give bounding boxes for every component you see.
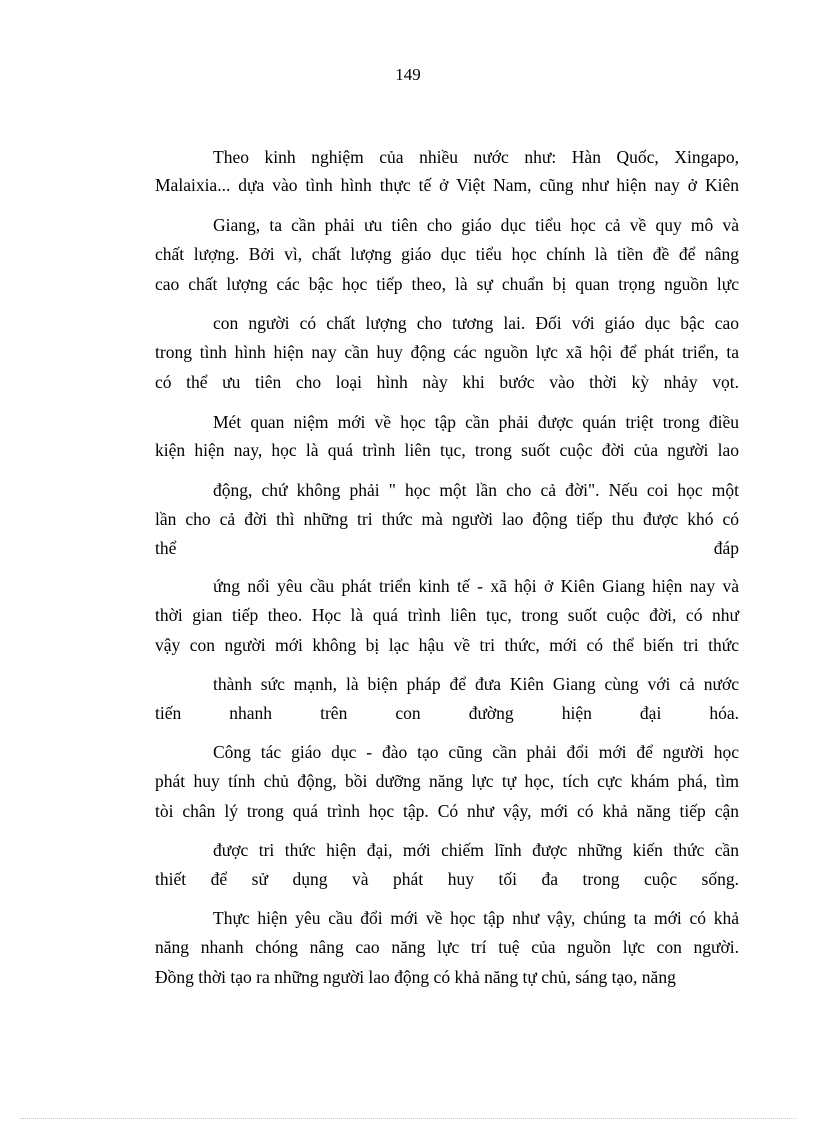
text-line: động, chứ không phải " học một lần cho cả đời". Nếu coi học một bbox=[213, 480, 739, 500]
text-line: được tri thức hiện đại, mới chiếm lĩnh được những kiến thức cần bbox=[213, 840, 739, 860]
text-line: cao chất lượng các bậc học tiếp theo, là sự chuẩn bị quan trọng nguồn lực bbox=[155, 274, 739, 294]
text-line: con người có chất lượng cho tương lai. Đối với giáo dục bậc cao bbox=[213, 313, 739, 333]
text-line: có thể ưu tiên cho loại hình này khi bước vào thời kỳ nhảy vọt. bbox=[155, 372, 739, 392]
text-line: Theo kinh nghiệm của nhiều nước như: Hàn Quốc, Xingapo, bbox=[213, 147, 739, 167]
text-line: thành sức mạnh, là biện pháp để đưa Kiên Giang cùng với cả nước bbox=[213, 674, 739, 694]
text-line: ứng nổi yêu cầu phát triển kinh tế - xã hội ở Kiên Giang hiện nay và bbox=[213, 576, 739, 596]
text-line: tiến nhanh trên con đường hiện đại hóa. bbox=[155, 703, 739, 723]
text-line: Mét quan niệm mới về học tập cần phải được quán triệt trong điều bbox=[213, 412, 739, 432]
text-line: thiết để sử dụng và phát huy tối đa trong cuộc sống. bbox=[155, 869, 739, 889]
text-line: Malaixia... dựa vào tình hình thực tế ở Việt Nam, cũng như hiện nay ở Kiên bbox=[155, 175, 739, 195]
text-line: Công tác giáo dục - đào tạo cũng cần phải đổi mới để người học bbox=[213, 742, 739, 762]
text-line: tòi chân lý trong quá trình học tập. Có như vậy, mới có khả năng tiếp cận bbox=[155, 801, 739, 821]
text-line: vậy con người mới không bị lạc hậu về tri thức, mới có thể biến tri thức bbox=[155, 635, 739, 655]
text-line: lần cho cả đời thì những tri thức mà người lao động tiếp thu được khó có bbox=[155, 509, 739, 529]
text-line: năng nhanh chóng nâng cao năng lực trí tuệ của nguồn lực con người. bbox=[155, 937, 739, 957]
text-line: Đồng thời tạo ra những người lao động có khả năng tự chủ, sáng tạo, năng bbox=[155, 967, 676, 987]
text-line: Thực hiện yêu cầu đổi mới về học tập như vậy, chúng ta mới có khả bbox=[213, 908, 739, 928]
text-line: chất lượng. Bởi vì, chất lượng giáo dục tiểu học chính là tiền đề để nâng bbox=[155, 244, 739, 264]
page-bottom-rule bbox=[20, 1118, 796, 1119]
text-line: thể đáp bbox=[155, 538, 739, 558]
text-line: phát huy tính chủ động, bồi dưỡng năng lực tự học, tích cực khám phá, tìm bbox=[155, 771, 739, 791]
text-line: thời gian tiếp theo. Học là quá trình liên tục, trong suốt cuộc đời, có như bbox=[155, 605, 739, 625]
page-number: 149 bbox=[395, 65, 421, 84]
text-line: kiện hiện nay, học là quá trình liên tục, trong suốt cuộc đời của người lao bbox=[155, 440, 739, 460]
text-line: trong tình hình hiện nay cần huy động các nguồn lực xã hội để phát triển, ta bbox=[155, 342, 739, 362]
text-line: Giang, ta cần phải ưu tiên cho giáo dục tiểu học cả về quy mô và bbox=[213, 215, 739, 235]
